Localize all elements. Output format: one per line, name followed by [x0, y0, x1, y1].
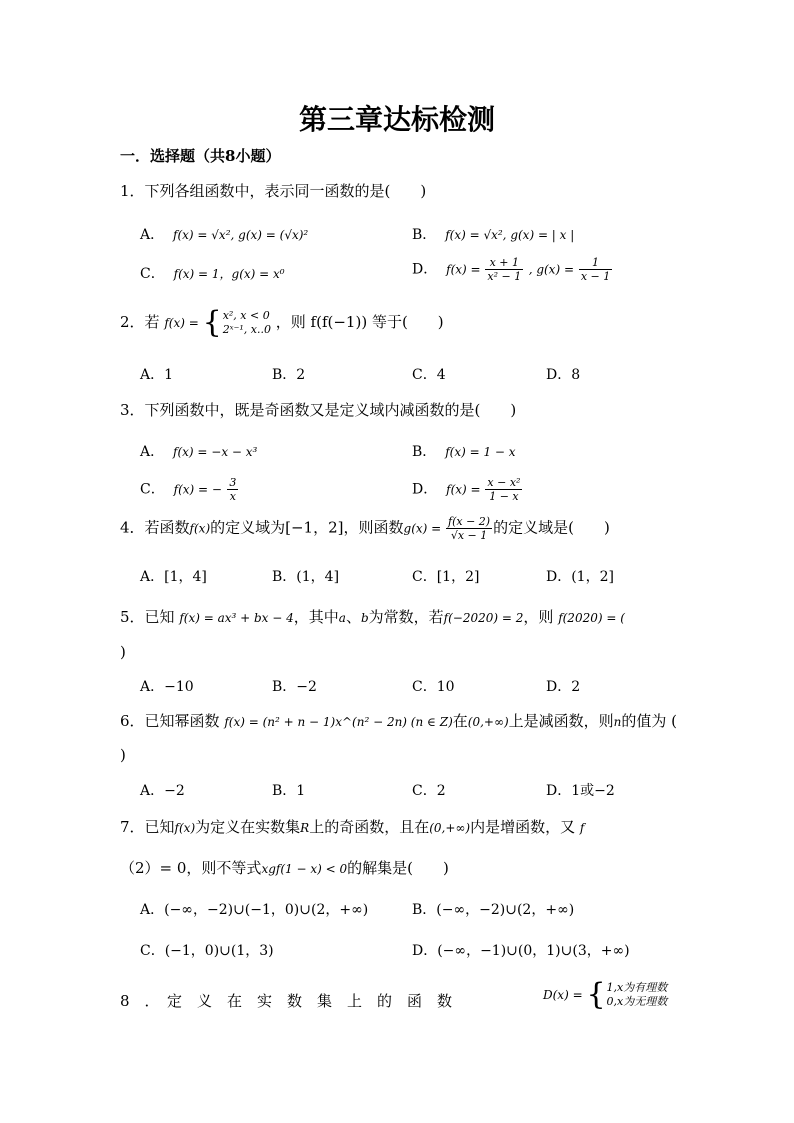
question-7-stem-line-2: （2）= 0，则不等式xgf(1 − x) < 0的解集是( ) — [120, 859, 449, 877]
question-1-stem: 1．下列各组函数中，表示同一函数的是( ) — [120, 182, 427, 200]
question-4-option-b: B．(1，4] — [272, 569, 340, 585]
question-7-option-a: A．(−∞，−2)∪(−1，0)∪(2，+∞) — [140, 902, 369, 918]
question-5-stem: 5．已知 f(x) = ax³ + bx − 4，其中a、b为常数，若f(−2020) = 2，则 f(2020) = ( — [120, 608, 625, 626]
question-8-stem: 8 ． 定 义 在 实 数 集 上 的 函 数 — [120, 992, 453, 1010]
question-1-option-c-math: f(x) = 1，g(x) = x⁰ — [173, 267, 285, 281]
question-1-option-c: C． f(x) = 1，g(x) = x⁰ — [140, 266, 285, 282]
question-6-stem: 6．已知幂函数 f(x) = (n² + n − 1)x^(n² − 2n) (n ∈ Z)在(0,+∞)上是减函数，则n的值为 ( — [120, 712, 678, 730]
question-4-option-c: C．[1，2] — [412, 569, 480, 585]
question-1-option-b: B． f(x) = √x², g(x) = | x | — [412, 227, 575, 243]
question-4-fraction: $\frac{f(x - 2)}{√x - 1}$ — [448, 515, 491, 542]
question-2-stem: 2．若 f(x) = { x², x < 0 2ˣ⁻¹, x..0 ，则 f(f(−1)) 等于( ) — [120, 305, 444, 340]
question-2-piecewise: { x², x < 0 2ˣ⁻¹, x..0 — [202, 305, 271, 340]
question-3-stem: 3．下列函数中，既是奇函数又是定义域内减函数的是( ) — [120, 401, 517, 419]
question-3-option-a: A． f(x) = −x − x³ — [140, 444, 258, 460]
question-4-option-d: D．(1，2] — [546, 569, 614, 585]
question-7-option-c: C．(−1，0)∪(1，3) — [140, 943, 274, 959]
section-heading: 一．选择题（共8小题） — [120, 147, 281, 165]
question-6-option-a: A．−2 — [140, 783, 185, 799]
question-3-option-d-fraction: $\frac{\text{x − x²}}{1 - x}$ — [487, 476, 521, 503]
question-1-option-d-fraction-2: $\frac{1}{x - 1}$ — [580, 256, 611, 283]
question-3-option-b: B． f(x) = 1 − x — [412, 444, 516, 460]
question-5-continuation: ) — [120, 643, 126, 661]
question-4-option-a: A．[1，4] — [140, 569, 207, 585]
question-7-option-d: D．(−∞，−1)∪(0，1)∪(3，+∞) — [412, 943, 630, 959]
question-4-stem: 4．若函数f(x)的定义域为[−1，2]，则函数g(x) = $\frac{f(x - 2)}{√x - 1}$ 的定义域是( ) — [120, 515, 610, 542]
question-6-continuation: ) — [120, 746, 126, 764]
question-8-piecewise: D(x) = { 1,x为有理数 0,x为无理数 — [543, 977, 668, 1012]
question-2-option-b: B．2 — [272, 367, 306, 383]
question-2-option-a: A．1 — [140, 367, 174, 383]
question-1-option-a-math: f(x) = √x², g(x) = (√x)² — [173, 228, 309, 242]
question-7-option-b: B．(−∞，−2)∪(2，+∞) — [412, 902, 575, 918]
question-7-stem: 7．已知f(x)为定义在实数集R上的奇函数，且在(0,+∞)内是增函数，又 f — [120, 818, 585, 836]
question-5-option-b: B．−2 — [272, 679, 317, 695]
question-3-option-d: D． f(x) = $\frac{\text{x − x²}}{1 - x}$ — [412, 476, 521, 503]
question-5-option-d: D．2 — [546, 679, 581, 695]
question-6-option-b: B．1 — [272, 783, 306, 799]
question-1-option-b-math: f(x) = √x², g(x) = | x | — [445, 228, 575, 242]
question-1-option-d-fraction-1: $\frac{x + 1}{\text{x² − 1}}$ — [487, 256, 522, 283]
question-6-option-c: C．2 — [412, 783, 446, 799]
question-3-option-c: C． f(x) = − $\frac{3}{x}$ — [140, 476, 237, 503]
question-6-option-d: D．1或−2 — [546, 783, 615, 799]
question-2-option-d: D．8 — [546, 367, 581, 383]
question-3-option-c-fraction: $\frac{3}{x}$ — [229, 476, 237, 503]
page-title: 第三章达标检测 — [298, 103, 495, 136]
question-2-option-c: C．4 — [412, 367, 446, 383]
question-1-option-a: A． f(x) = √x², g(x) = (√x)² — [140, 227, 309, 243]
question-5-option-a: A．−10 — [140, 679, 194, 695]
question-5-option-c: C．10 — [412, 679, 455, 695]
question-1-option-d: D． f(x) = $\frac{x + 1}{\text{x² − 1}}$ , g(x) = $\frac{1}{x - 1}$ — [412, 256, 611, 283]
